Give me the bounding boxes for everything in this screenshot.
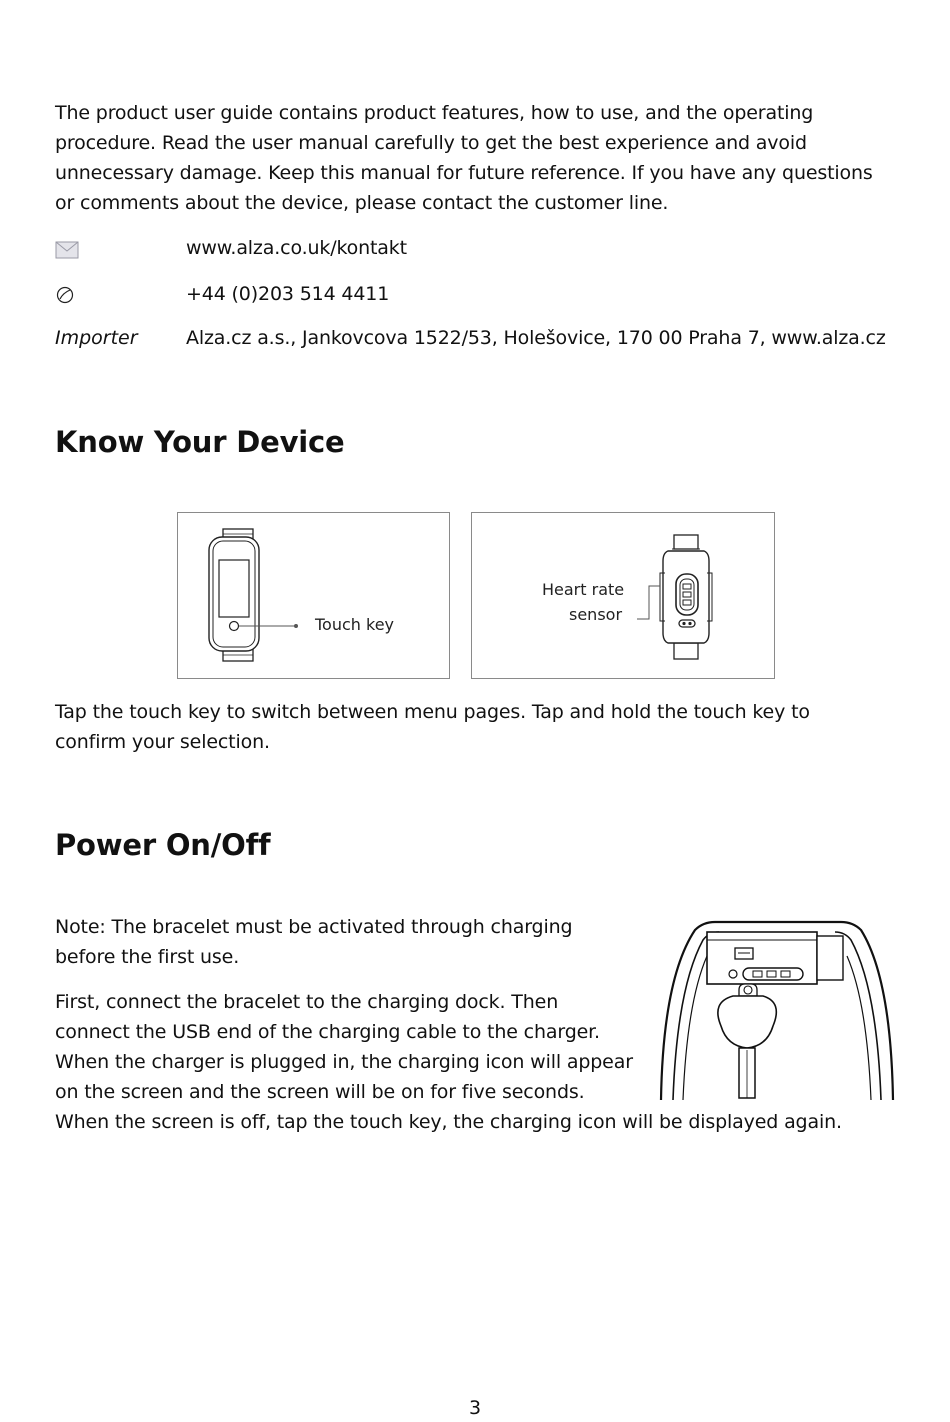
intro-paragraph	[55, 98, 873, 218]
contact-email-row	[55, 233, 925, 263]
heart-rate-label-line1: Heart rate	[542, 580, 625, 599]
body-line: on the screen and the screen will be on for five seconds.	[55, 1081, 585, 1103]
intro-line: or comments about the device, please contact the customer line.	[55, 192, 669, 214]
body-line: When the screen is off, tap the touch key, the charging icon will be displayed again.	[55, 1111, 842, 1133]
note-line: Note: The bracelet must be activated through charging	[55, 916, 573, 938]
device-back-figure	[471, 512, 775, 679]
intro-line: The product user guide contains product features, how to use, and the operating	[55, 102, 814, 124]
page-number: 3	[468, 1397, 482, 1419]
device-front-illustration	[178, 513, 449, 678]
know-device-description	[55, 697, 810, 757]
heading-know-your-device: Know Your Device	[55, 425, 345, 459]
contact-phone-value[interactable]: +44 (0)203 514 4411	[186, 283, 390, 305]
phone-icon	[55, 285, 75, 305]
body-line: connect the USB end of the charging cable to the charger.	[55, 1021, 600, 1043]
body-line: When the charger is plugged in, the charging icon will appear	[55, 1051, 633, 1073]
power-note	[55, 912, 572, 972]
heading-power-on-off: Power On/Off	[55, 828, 271, 862]
heart-rate-label-line2: sensor	[569, 605, 623, 624]
contact-email-value[interactable]: www.alza.co.uk/kontakt	[186, 237, 407, 259]
intro-line: procedure. Read the user manual carefully to get the best experience and avoid	[55, 132, 807, 154]
device-front-figure	[177, 512, 450, 679]
description-line: Tap the touch key to switch between menu pages. Tap and hold the touch key to	[55, 701, 810, 723]
intro-line: unnecessary damage. Keep this manual for future reference. If you have any questions	[55, 162, 873, 184]
importer-label: Importer	[55, 327, 138, 349]
charging-illustration	[655, 918, 897, 1104]
body-line: First, connect the bracelet to the charging dock. Then	[55, 991, 559, 1013]
importer-row	[55, 323, 925, 353]
touch-key-label: Touch key	[315, 615, 395, 634]
note-line: before the first use.	[55, 946, 240, 968]
importer-value: Alza.cz a.s., Jankovcova 1522/53, Holešovice, 170 00 Praha 7, www.alza.cz	[186, 327, 886, 349]
envelope-icon	[55, 241, 79, 259]
contact-phone-row	[55, 279, 925, 309]
description-line: confirm your selection.	[55, 731, 270, 753]
